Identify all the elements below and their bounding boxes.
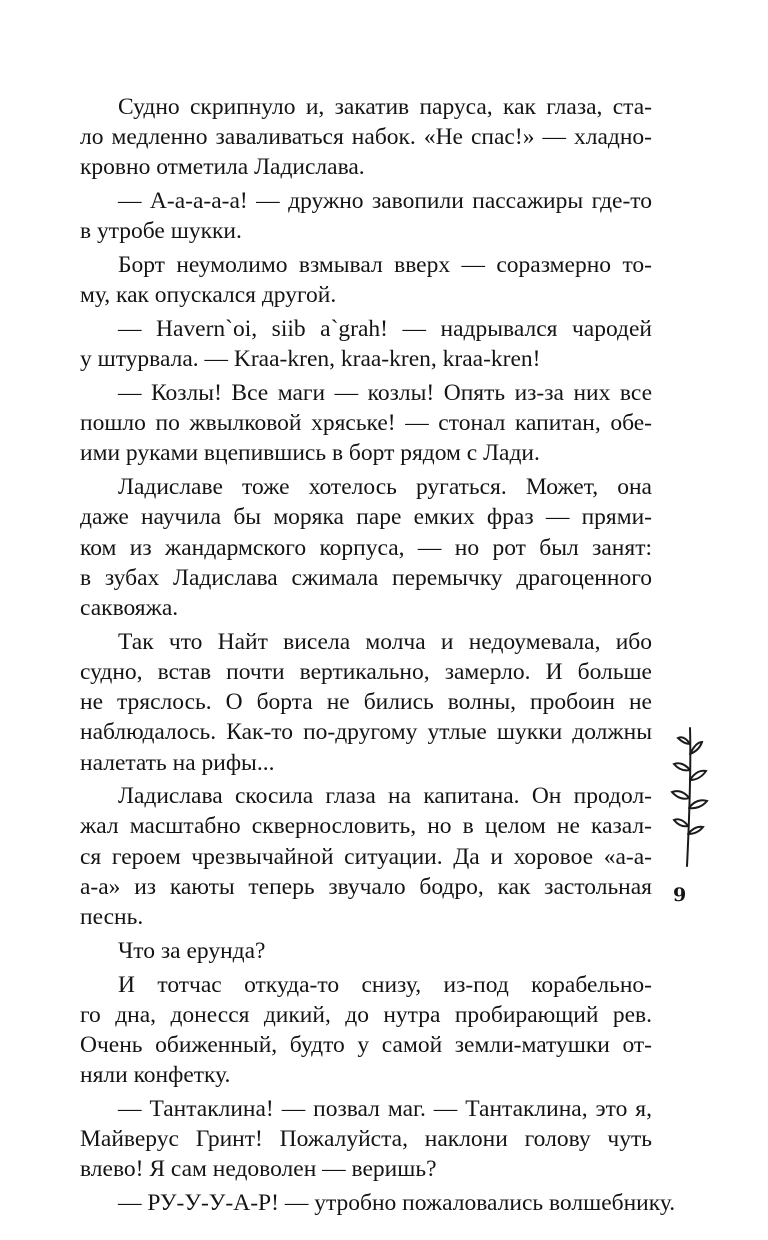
text-line: Очень обиженный, будто у самой земли-матушки от-: [80, 1031, 652, 1058]
text-line: саквояжа.: [80, 594, 179, 621]
text-line: жал масштабно сквернословить, но в целом не казал-: [80, 813, 652, 840]
text-line: Судно скрипнуло и, закатив паруса, как глаза, ста-: [118, 94, 652, 120]
paragraph: [80, 627, 652, 778]
text-line: песнь.: [80, 904, 144, 931]
text-line: ими руками вцепившись в борт рядом с Лади.: [80, 440, 540, 467]
paragraph: [80, 1094, 652, 1185]
text-line: — Козлы! Все маги — козлы! Опять из-за них все: [118, 380, 652, 407]
paragraph: [80, 936, 652, 966]
text-line: в утробе шукки.: [80, 218, 242, 245]
text-line: Ладиславе тоже хотелось ругаться. Может, она: [118, 474, 652, 501]
text-line: не тряслось. О борта не бились волны, пробоин не: [80, 689, 652, 716]
branch-sprig-icon: [660, 724, 716, 870]
text-line: налетать на рифы...: [80, 749, 275, 776]
text-line: Что за ерунда?: [118, 937, 266, 964]
paragraph: [80, 250, 652, 310]
text-line: му, как опускался другой.: [80, 282, 337, 309]
text-line: кровно отметила Ладислава.: [80, 154, 365, 181]
paragraph: [80, 781, 652, 932]
text-line: влево! Я сам недоволен — веришь?: [80, 1156, 437, 1183]
text-line: Борт неумолимо взмывал вверх — соразмерно то-: [118, 252, 652, 279]
text-line: в зубах Ладислава сжимала перемычку драгоценного: [80, 564, 652, 591]
text-line: Так что Найт висела молча и недоумевала, ибо: [118, 628, 652, 655]
text-line: а-а» из каюты теперь звучало бодро, как застольная: [80, 873, 652, 900]
paragraph: [80, 92, 652, 183]
text-line: судно, встав почти вертикально, замерло. И больше: [80, 658, 652, 685]
paragraph: [80, 186, 652, 246]
paragraph: [80, 970, 652, 1091]
text-line: Ладислава скосила глаза на капитана. Он продол-: [118, 783, 652, 810]
text-line: Майверус Гринт! Пожалуйста, наклони голову чуть: [80, 1126, 652, 1153]
text-line: наблюдалось. Как-то по-другому утлые шукки должны: [80, 719, 652, 746]
body-text: [80, 92, 676, 1218]
text-line: даже научила бы моряка паре емких фраз — прями-: [80, 504, 652, 531]
text-line: И тотчас откуда-то снизу, из-под корабельно-: [118, 971, 652, 998]
text-line: ся героем чрезвычайной ситуации. Да и хоровое «а-а-: [80, 843, 652, 870]
text-line: у штурвала. — Kraa-kren, kraa-kren, kraa-kren!: [80, 346, 541, 373]
paragraph: [80, 314, 652, 374]
text-line: — Havern`oi, siib a`grah! — надрывался чародей: [118, 316, 652, 343]
text-line: — А-а-а-а-а! — дружно завопили пассажиры где-то: [118, 188, 652, 215]
text-line: няли конфетку.: [80, 1062, 231, 1089]
text-line: ком из жандармского корпуса, — но рот был занят:: [80, 534, 652, 561]
text-line: — Тантаклина! — позвал маг. — Тантаклина, это я,: [118, 1095, 652, 1122]
paragraph: [80, 378, 652, 469]
paragraph: [80, 1188, 676, 1218]
text-line: ло медленно заваливаться набок. «Не спас!» — хладно-: [80, 124, 652, 151]
text-line: пошло по жвылковой хряське! — стонал капитан, обе-: [80, 410, 652, 437]
paragraph: [80, 472, 652, 623]
text-line: го дна, донесся дикий, до нутра пробирающий рев.: [80, 1001, 652, 1028]
page-number: 9: [673, 884, 687, 906]
text-line: — РУ-У-У-А-Р! — утробно пожаловались волшебнику.: [118, 1190, 676, 1217]
